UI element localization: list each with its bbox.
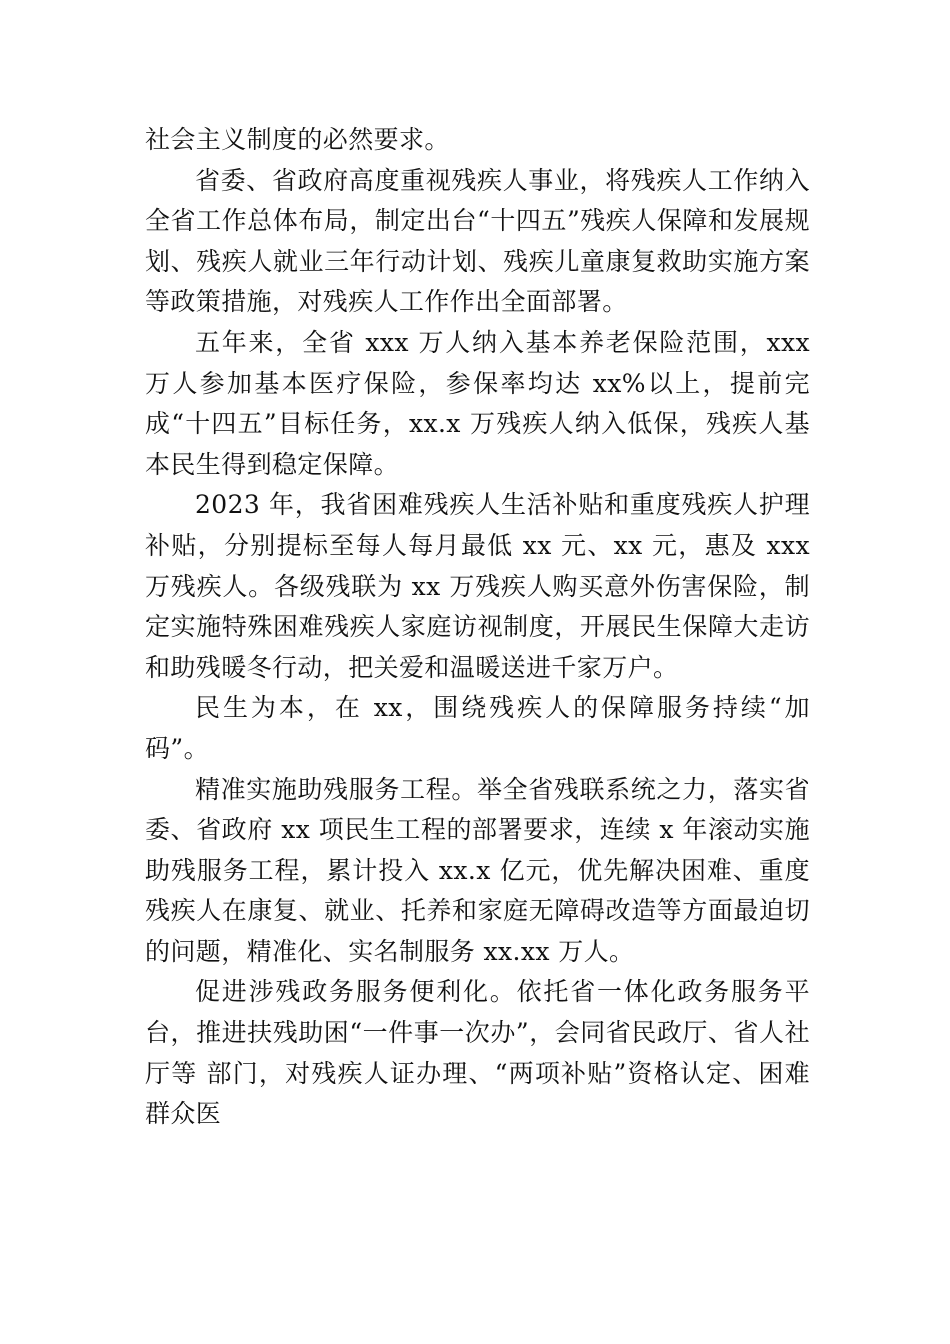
paragraph: 省委、省政府高度重视残疾人事业，将残疾人工作纳入全省工作总体布局，制定出台“十四五”残疾人保障和发展规划、残疾人就业三年行动计划、残疾儿童康复救助实施方案等政策措施，对残疾人工作作出全面部署。	[145, 165, 810, 317]
paragraph-continuation: 社会主义制度的必然要求。	[145, 125, 450, 154]
paragraph: 精准实施助残服务工程。举全省残联系统之力，落实省委、省政府 xx 项民生工程的部署要求，连续 x 年滚动实施助残服务工程，累计投入 xx.x 亿元，优先解决困难、重度残疾人在康复、就业、托养和家庭无障碍改造等方面最迫切的问题，精准化、实名制服务 xx.xx 万人。	[145, 774, 810, 966]
paragraph: 民生为本，在 xx，围绕残疾人的保障服务持续“加码”。	[145, 693, 810, 763]
paragraph: 五年来，全省 xxx 万人纳入基本养老保险范围，xxx 万人参加基本医疗保险，参保率均达 xx%以上，提前完成“十四五”目标任务，xx.x 万残疾人纳入低保，残疾人基本民生得到稳定保障。	[145, 327, 810, 479]
document-body	[145, 120, 810, 1135]
paragraph: 促进涉残政务服务便利化。依托省一体化政务服务平台，推进扶残助困“一件事一次办”，会同省民政厅、省人社厅等 部门，对残疾人证办理、“两项补贴”资格认定、困难群众医	[145, 977, 810, 1129]
paragraph: 2023 年，我省困难残疾人生活补贴和重度残疾人护理补贴，分别提标至每人每月最低 xx 元、xx 元，惠及 xxx 万残疾人。各级残联为 xx 万残疾人购买意外伤害保险，制定实施特殊困难残疾人家庭访视制度，开展民生保障大走访和助残暖冬行动，把关爱和温暖送进千家万户。	[145, 490, 810, 682]
